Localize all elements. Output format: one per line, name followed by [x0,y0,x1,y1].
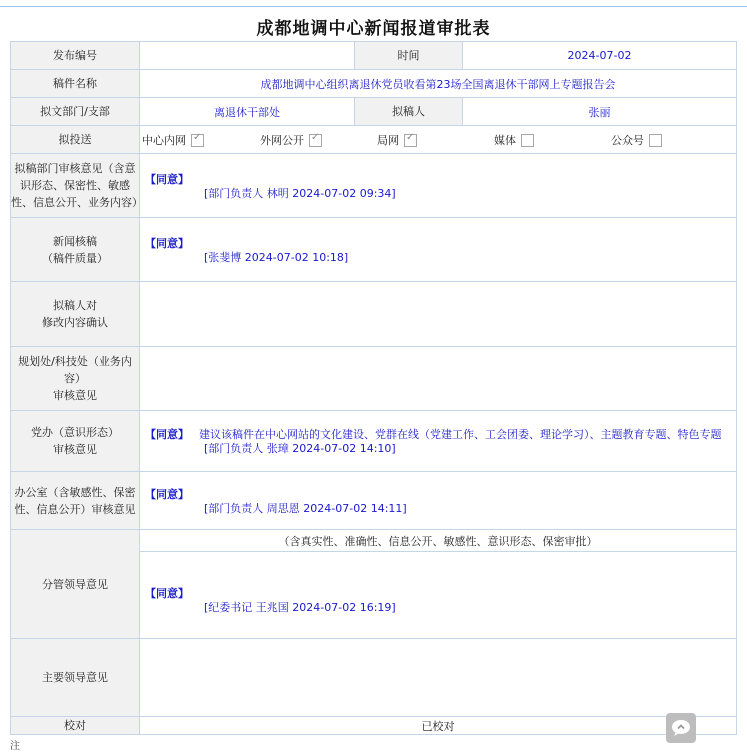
party-office-review-cell [140,411,737,472]
row-general-office-review [11,472,737,530]
row-drafting-dept-review [11,154,737,218]
opinion-tag: 【同意】 [145,236,189,250]
row-publish-no [11,42,737,70]
drafting-dept-review-label: 拟稿部门审核意见（含意识形态、保密性、敏感性、信息公开、业务内容） [11,154,140,218]
chief-opinion-label: 主要领导意见 [11,639,140,717]
opinion-signature: [部门负责人 林明 2024-07-02 09:34] [204,186,396,200]
opinion-signature: [张斐博 2024-07-02 10:18] [204,250,349,264]
channels-label: 拟投送 [11,126,140,154]
opinion-tag: 【同意】 [145,172,189,186]
row-leader-note [11,530,737,552]
drafter-label: 拟稿人 [355,98,463,126]
leader-opinion-label: 分管领导意见 [11,530,140,639]
channel-external-checkbox[interactable] [309,134,322,147]
drafter-confirm-label: 拟稿人对 修改内容确认 [11,282,140,347]
time-label: 时间 [355,42,463,70]
proofread-label: 校对 [11,717,140,735]
dept-label: 拟文部门/支部 [11,98,140,126]
row-party-office-review [11,411,737,472]
channel-bureau-checkbox[interactable] [404,134,417,147]
row-channels [11,126,737,154]
time-value: 2024-07-02 [463,42,737,70]
footer-note: 注 [10,741,20,752]
row-proofread [11,717,737,735]
general-office-review-label: 办公室（含敏感性、保密性、信息公开）审核意见 [11,472,140,530]
channel-media-checkbox[interactable] [521,134,534,147]
planning-review-label: 规划处/科技处（业务内容） 审核意见 [11,347,140,411]
page-title: 成都地调中心新闻报道审批表 [256,19,491,39]
drafter-confirm-cell[interactable] [140,282,737,347]
opinion-signature: [部门负责人 周思恩 2024-07-02 14:11] [204,501,407,515]
channels-cell [140,126,737,154]
leader-opinion-cell [140,552,737,639]
channel-wechat-checkbox[interactable] [649,134,662,147]
drafting-dept-review-cell [140,154,737,218]
row-planning-review [11,347,737,411]
opinion-signature: [纪委书记 王兆国 2024-07-02 16:19] [204,601,396,614]
party-office-review-label: 党办（意识形态） 审核意见 [11,411,140,472]
approval-form-table [10,41,737,735]
manuscript-name-value: 成都地调中心组织离退休党员收看第23场全国离退休干部网上专题报告会 [140,70,737,98]
proofread-value: 已校对 [140,717,737,735]
channel-bureau: 局网✓ [375,132,492,148]
opinion-tag: 【同意】 [145,428,189,441]
general-office-review-cell [140,472,737,530]
chat-bubble-icon[interactable] [666,713,696,743]
row-department [11,98,737,126]
news-proofing-cell [140,218,737,282]
planning-review-cell[interactable] [140,347,737,411]
publish-no-input[interactable] [140,42,355,70]
row-manuscript-name [11,70,737,98]
channel-intranet: 中心内网✓ [140,132,258,148]
news-proofing-label: 新闻核稿 （稿件质量） [11,218,140,282]
channel-media: 媒体 [492,132,609,148]
opinion-tag: 【同意】 [145,487,189,501]
chief-opinion-cell[interactable] [140,639,737,717]
chat-bubble-icon [670,718,692,738]
row-news-proofing [11,218,737,282]
leader-note: （含真实性、准确性、信息公开、敏感性、意识形态、保密审批） [140,530,737,552]
opinion-signature: [部门负责人 张璋 2024-07-02 14:10] [204,442,396,455]
publish-no-label: 发布编号 [11,42,140,70]
opinion-comment: 建议该稿件在中心网站的文化建设、党群在线（党建工作、工会团委、理论学习）、主题教育专题、特色专题 [199,428,722,441]
top-border-line [0,6,747,7]
opinion-tag: 【同意】 [145,587,189,600]
row-drafter-confirm [11,282,737,347]
channel-wechat: 公众号 [609,132,726,148]
channel-external: 外网公开✓ [258,132,375,148]
channel-intranet-checkbox[interactable] [191,134,204,147]
manuscript-name-label: 稿件名称 [11,70,140,98]
dept-value: 离退休干部处 [140,98,355,126]
row-chief-opinion [11,639,737,717]
drafter-value: 张丽 [463,98,737,126]
